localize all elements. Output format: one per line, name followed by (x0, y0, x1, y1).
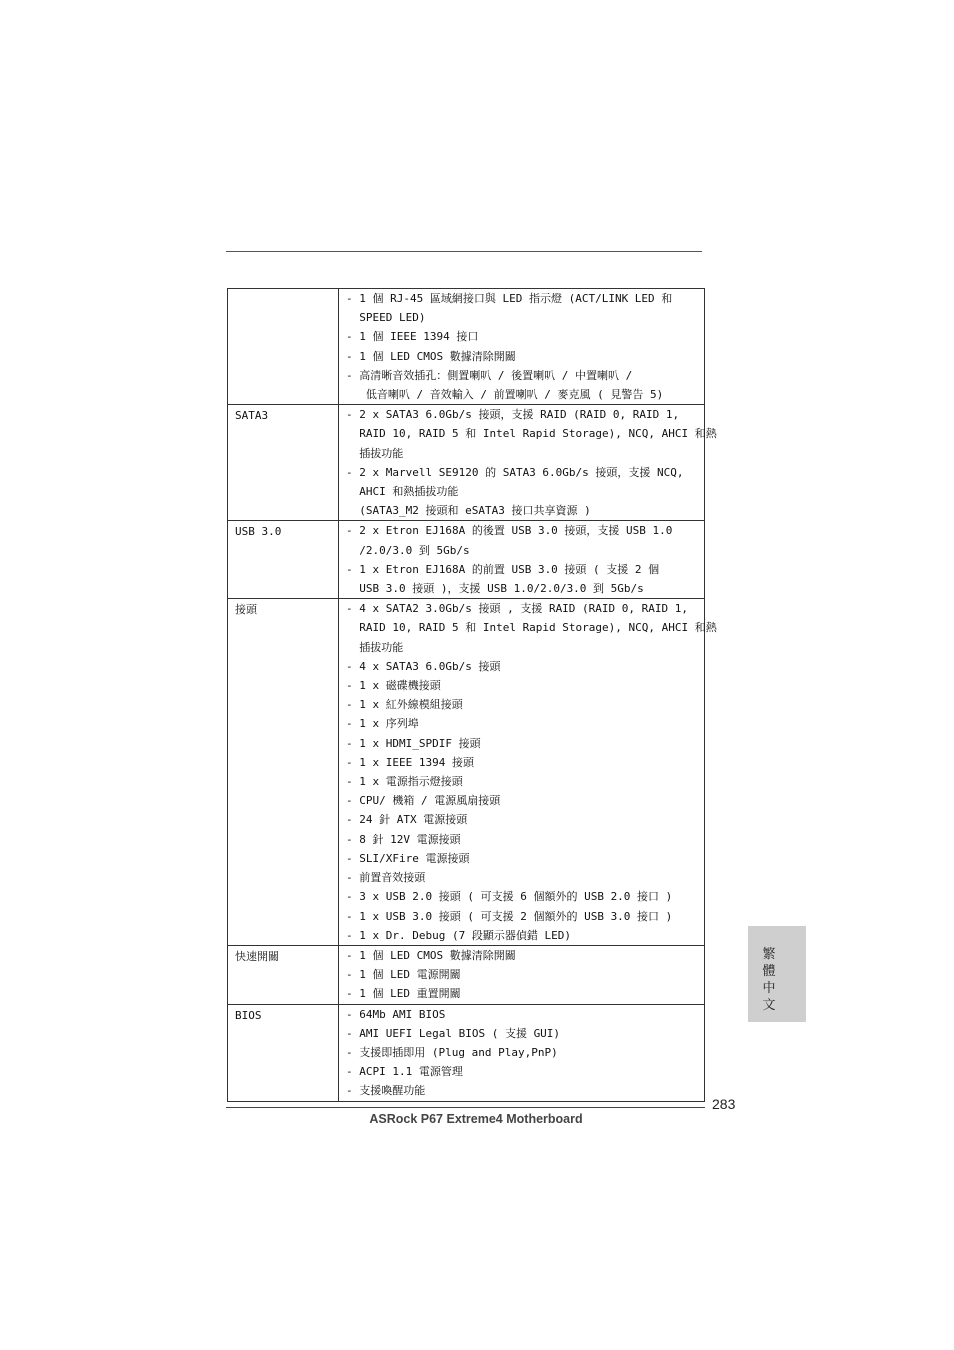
spec-line: - 1 個 RJ-45 區域網接口與 LED 指示燈 (ACT/LINK LED 和 (346, 292, 673, 305)
spec-line: - 支援喚醒功能 (346, 1084, 426, 1098)
spec-row-items (339, 289, 705, 405)
spec-row (228, 1004, 705, 1101)
page-number: 283 (712, 1096, 736, 1112)
spec-line: - AMI UEFI Legal BIOS ( 支援 GUI) (346, 1026, 561, 1040)
spec-line: - 3 x USB 2.0 接頭 ( 可支援 6 個額外的 USB 2.0 接口 ) (346, 890, 673, 904)
spec-line: - 1 x 序列埠 (346, 717, 419, 731)
spec-line: - 2 x SATA3 6.0Gb/s 接頭，支援 RAID (RAID 0, RAID 1, (346, 408, 680, 422)
spec-line: - 4 x SATA2 3.0Gb/s 接頭 , 支援 RAID (RAID 0, RAID 1, (346, 602, 689, 616)
language-side-tab-label: 繁 體 中 文 (762, 947, 776, 1013)
spec-row-items (339, 521, 705, 599)
spec-line: SPEED LED) (346, 311, 426, 325)
spec-line: - 1 x Etron EJ168A 的前置 USB 3.0 接頭 ( 支援 2 個 (346, 562, 660, 576)
header-rule (226, 251, 702, 252)
spec-row-label: 快速開關 (228, 945, 339, 1004)
spec-line: 低音喇叭 / 音效輸入 / 前置喇叭 / 麥克風 ( 見警告 5) (346, 388, 664, 402)
spec-line: - 支援即插即用 (Plug and Play,PnP) (346, 1045, 558, 1059)
spec-line: - 1 個 LED 電源開關 (346, 968, 461, 982)
spec-line: - 1 x 電源指示燈接頭 (346, 775, 463, 789)
spec-row-label: 接頭 (228, 599, 339, 946)
spec-line: /2.0/3.0 到 5Gb/s (346, 543, 470, 557)
spec-row (228, 405, 705, 521)
spec-row-items (339, 599, 717, 946)
spec-row (228, 945, 705, 1004)
spec-line: - 64Mb AMI BIOS (346, 1007, 446, 1021)
spec-line: - 1 x IEEE 1394 接頭 (346, 755, 474, 769)
spec-line: - 4 x SATA3 6.0Gb/s 接頭 (346, 659, 501, 673)
spec-line: 插拔功能 (346, 446, 404, 460)
spec-row-label: BIOS (228, 1004, 339, 1101)
spec-line: - 1 個 LED CMOS 數據清除開關 (346, 349, 516, 363)
spec-line: USB 3.0 接頭 )，支援 USB 1.0/2.0/3.0 到 5Gb/s (346, 582, 644, 596)
spec-row-items (339, 1004, 705, 1101)
spec-line: - 2 x Etron EJ168A 的後置 USB 3.0 接頭，支援 USB 1.0 (346, 524, 673, 538)
spec-line: - 24 針 ATX 電源接頭 (346, 813, 468, 827)
spec-line: - 8 針 12V 電源接頭 (346, 832, 461, 846)
spec-line: - 1 x Dr. Debug (7 段顯示器偵錯 LED) (346, 928, 571, 942)
spec-line: - 1 x USB 3.0 接頭 ( 可支援 2 個額外的 USB 3.0 接口 ) (346, 909, 673, 923)
spec-line: RAID 10, RAID 5 和 Intel Rapid Storage), NCQ, AHCI 和熱 (346, 621, 717, 635)
spec-line: - ACPI 1.1 電源管理 (346, 1065, 463, 1079)
spec-line: - 1 x 紅外線模組接頭 (346, 698, 463, 712)
spec-line: - 1 個 IEEE 1394 接口 (346, 330, 479, 344)
spec-line: - SLI/XFire 電源接頭 (346, 851, 470, 865)
spec-line: AHCI 和熱插拔功能 (346, 485, 459, 499)
spec-line: - 1 個 LED CMOS 數據清除開關 (346, 948, 516, 962)
spec-line: - 高清晰音效插孔：側置喇叭 / 後置喇叭 / 中置喇叭 / (346, 368, 633, 382)
spec-line: - 1 x 磁碟機接頭 (346, 679, 441, 693)
spec-table (227, 288, 717, 1102)
spec-row (228, 521, 705, 599)
spec-line: 插拔功能 (346, 640, 404, 654)
footer-product-name: ASRock P67 Extreme4 Motherboard (369, 1112, 583, 1126)
footer-rule (226, 1107, 705, 1108)
spec-row-label (228, 289, 339, 405)
spec-row-label: SATA3 (228, 405, 339, 521)
spec-row (228, 599, 705, 946)
spec-line: - 前置音效接頭 (346, 871, 426, 885)
spec-line: RAID 10, RAID 5 和 Intel Rapid Storage), NCQ, AHCI 和熱 (346, 427, 717, 441)
spec-line: - 1 x HDMI_SPDIF 接頭 (346, 736, 481, 750)
spec-line: - CPU/ 機箱 / 電源風扇接頭 (346, 794, 501, 808)
spec-line: - 1 個 LED 重置開關 (346, 987, 461, 1001)
spec-row-label: USB 3.0 (228, 521, 339, 599)
spec-line: - 2 x Marvell SE9120 的 SATA3 6.0Gb/s 接頭，支援 NCQ, (346, 465, 684, 479)
spec-line: (SATA3_M2 接頭和 eSATA3 接口共享資源 ) (346, 504, 591, 518)
spec-row-items (339, 405, 717, 521)
spec-row-items (339, 945, 705, 1004)
spec-row (228, 289, 705, 405)
